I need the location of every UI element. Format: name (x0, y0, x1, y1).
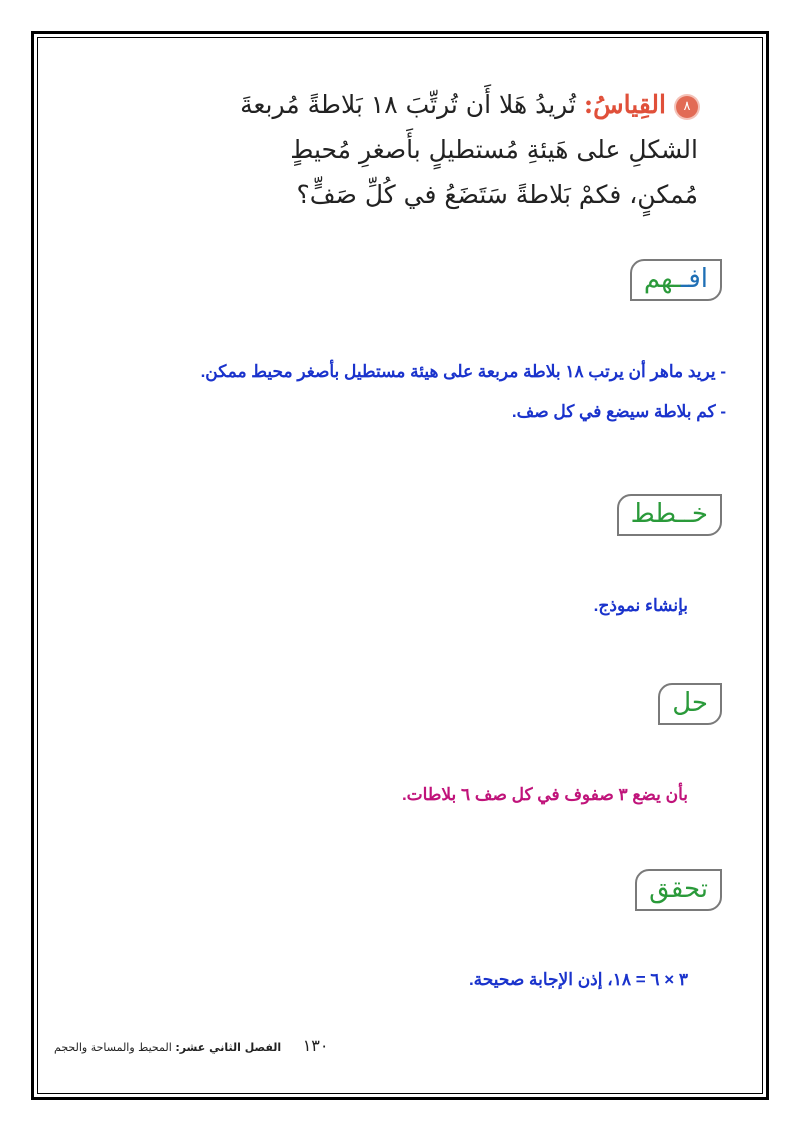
understand-tab-part2: ـهم (643, 264, 681, 294)
page-number: ١٣٠ (302, 1036, 329, 1055)
plan-text: بإنشاء نموذج. (593, 596, 688, 615)
plan-tab-part1: خـ (684, 499, 708, 529)
footer-chapter: الفصل الثاني عشر: (175, 1041, 282, 1054)
understand-line-1: - يريد ماهر أن يرتب ١٨ بلاطة مربعة على هيئة مستطيل بأصغر محيط ممكن. (200, 362, 726, 381)
footer-topic: المحيط والمساحة والحجم (54, 1041, 172, 1054)
understand-line-2: - كم بلاطة سيضع في كل صف. (511, 402, 726, 421)
problem-text (98, 82, 698, 217)
check-tab-label: تحقق (649, 874, 708, 904)
problem-line-1-text: تُريدُ هَلا أَن تُرتِّبَ ١٨ بَلاطةً مُربعةَ (240, 90, 584, 119)
problem-line-1 (98, 82, 698, 127)
plan-tab (617, 494, 722, 536)
problem-line-3: مُمكنٍ، فكمْ بَلاطةً سَتَضَعُ في كُلِّ صَفٍّ؟ (296, 180, 698, 209)
problem-label: القِياسُ: (583, 90, 666, 119)
understand-tab (630, 259, 722, 301)
solve-tab (658, 683, 722, 725)
understand-tab-part1: افـ (680, 264, 708, 294)
problem-line-2: الشكلِ على هَيئةِ مُستطيلٍ بأَصغرِ مُحيطٍ (290, 135, 698, 164)
check-text: ٣ × ٦ = ١٨، إذن الإجابة صحيحة. (468, 970, 688, 989)
check-tab (635, 869, 722, 911)
problem-number-badge: ٨ (676, 96, 698, 118)
solve-text: بأن يضع ٣ صفوف في كل صف ٦ بلاطات. (401, 785, 688, 804)
footer (54, 1036, 328, 1055)
plan-tab-part2: ـطط (630, 499, 685, 529)
solve-tab-label: حل (672, 688, 708, 718)
